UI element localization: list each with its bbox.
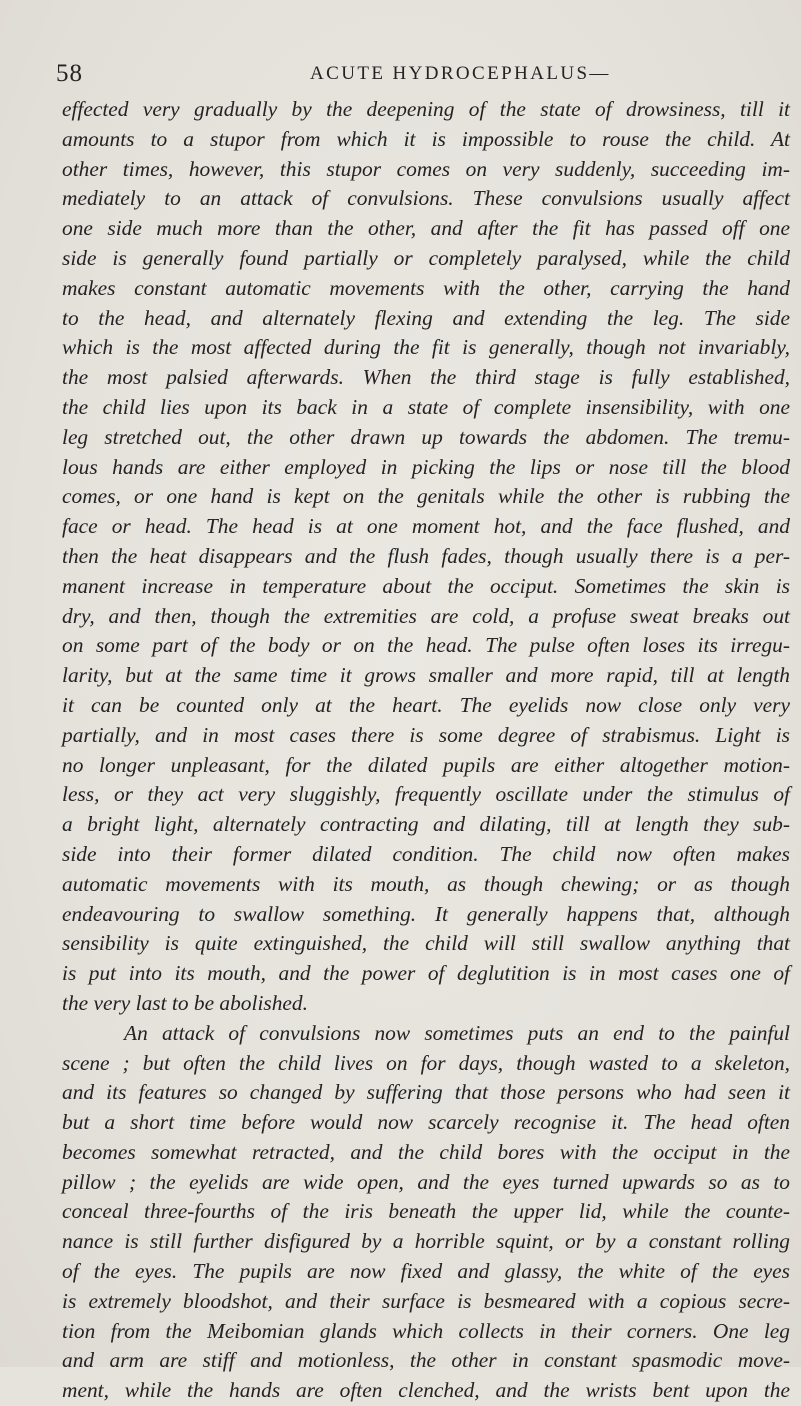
text-line: face or head. The head is at one moment hot, and the face flushed, and [62,514,790,539]
text-line: sensibility is quite extinguished, the child will still swallow anything that [62,931,790,956]
page-number: 58 [56,60,83,87]
text-line: it can be counted only at the heart. The eyelids now close only very [62,692,790,717]
text-line: side into their former dilated condition. The child now often makes [62,841,790,866]
text-line: is put into its mouth, and the power of deglutition is in most cases one of [62,961,790,986]
paragraph-end-line: the very last to be abolished. [62,990,308,1015]
text-line: effected very gradually by the deepening of the state of drowsiness, till it [62,97,790,121]
text-line: side is generally found partially or completely paralysed, while the child [62,245,790,270]
running-title: ACUTE HYDROCEPHALUS— [310,63,611,84]
text-line: endeavouring to swallow something. It generally happens that, although [62,901,790,926]
text-line: lous hands are either employed in picking the lips or nose till the blood [62,454,790,479]
text-line: partially, and in most cases there is some degree of strabismus. Light is [62,722,790,747]
text-line: dry, and then, though the extremities are cold, a profuse sweat breaks out [62,603,790,628]
text-line: of the eyes. The pupils are now fixed and glassy, the white of the eyes [62,1259,790,1284]
text-line: other times, however, this stupor comes on very suddenly, succeeding im- [62,156,790,181]
text-line: tion from the Meibomian glands which collects in their corners. One leg [62,1318,790,1343]
text-line: nance is still further disfigured by a horrible squint, or by a constant rolling [62,1229,790,1254]
running-head [56,60,761,90]
text-line: manent increase in temperature about the occiput. Sometimes the skin is [62,573,790,598]
text-line: scene ; but often the child lives on for days, though wasted to a skeleton, [62,1050,790,1075]
text-line: mediately to an attack of convulsions. These convulsions usually affect [62,186,790,211]
text-line: less, or they act very sluggishly, frequently oscillate under the stimulus of [62,782,790,807]
text-line: is extremely bloodshot, and their surface is besmeared with a copious secre- [62,1288,790,1313]
text-line: the most palsied afterwards. When the third stage is fully established, [62,365,790,390]
text-line: no longer unpleasant, for the dilated pupils are either altogether motion- [62,752,790,777]
text-line: and arm are stiff and motionless, the other in constant spasmodic move- [62,1348,790,1373]
text-line: a bright light, alternately contracting and dilating, till at length they sub- [62,812,790,837]
text-line: pillow ; the eyelids are wide open, and the eyes turned upwards so as to [62,1169,790,1194]
text-line: and its features so changed by suffering that those persons who had seen it [62,1080,790,1105]
text-line: amounts to a stupor from which it is impossible to rouse the child. At [62,126,790,151]
text-line: conceal three-fourths of the iris beneath the upper lid, while the counte- [62,1199,790,1224]
text-line: becomes somewhat retracted, and the child bores with the occiput in the [62,1139,790,1164]
text-line: leg stretched out, the other drawn up towards the abdomen. The tremu- [62,424,790,449]
text-line: the child lies upon its back in a state of complete insensibility, with one [62,394,790,419]
text-line: then the heat disappears and the flush fades, though usually there is a per- [62,543,790,568]
text-line: but a short time before would now scarcely recognise it. The head often [62,1110,790,1135]
body-text [62,95,790,1406]
text-line: makes constant automatic movements with the other, carrying the hand [62,275,790,300]
paragraph-start-line: An attack of convulsions now sometimes puts an end to the painful [124,1020,790,1045]
text-line: on some part of the body or on the head. The pulse often loses its irregu- [62,633,790,658]
text-line: which is the most affected during the fit is generally, though not invariably, [62,335,790,360]
text-line: larity, but at the same time it grows smaller and more rapid, till at length [62,663,790,688]
text-line: ment, while the hands are often clenched, and the wrists bent upon the [62,1378,790,1403]
text-line: comes, or one hand is kept on the genitals while the other is rubbing the [62,484,790,509]
text-line: one side much more than the other, and after the fit has passed off one [62,216,790,241]
text-line: automatic movements with its mouth, as though chewing; or as though [62,871,790,896]
text-line: to the head, and alternately flexing and extending the leg. The side [62,305,790,330]
